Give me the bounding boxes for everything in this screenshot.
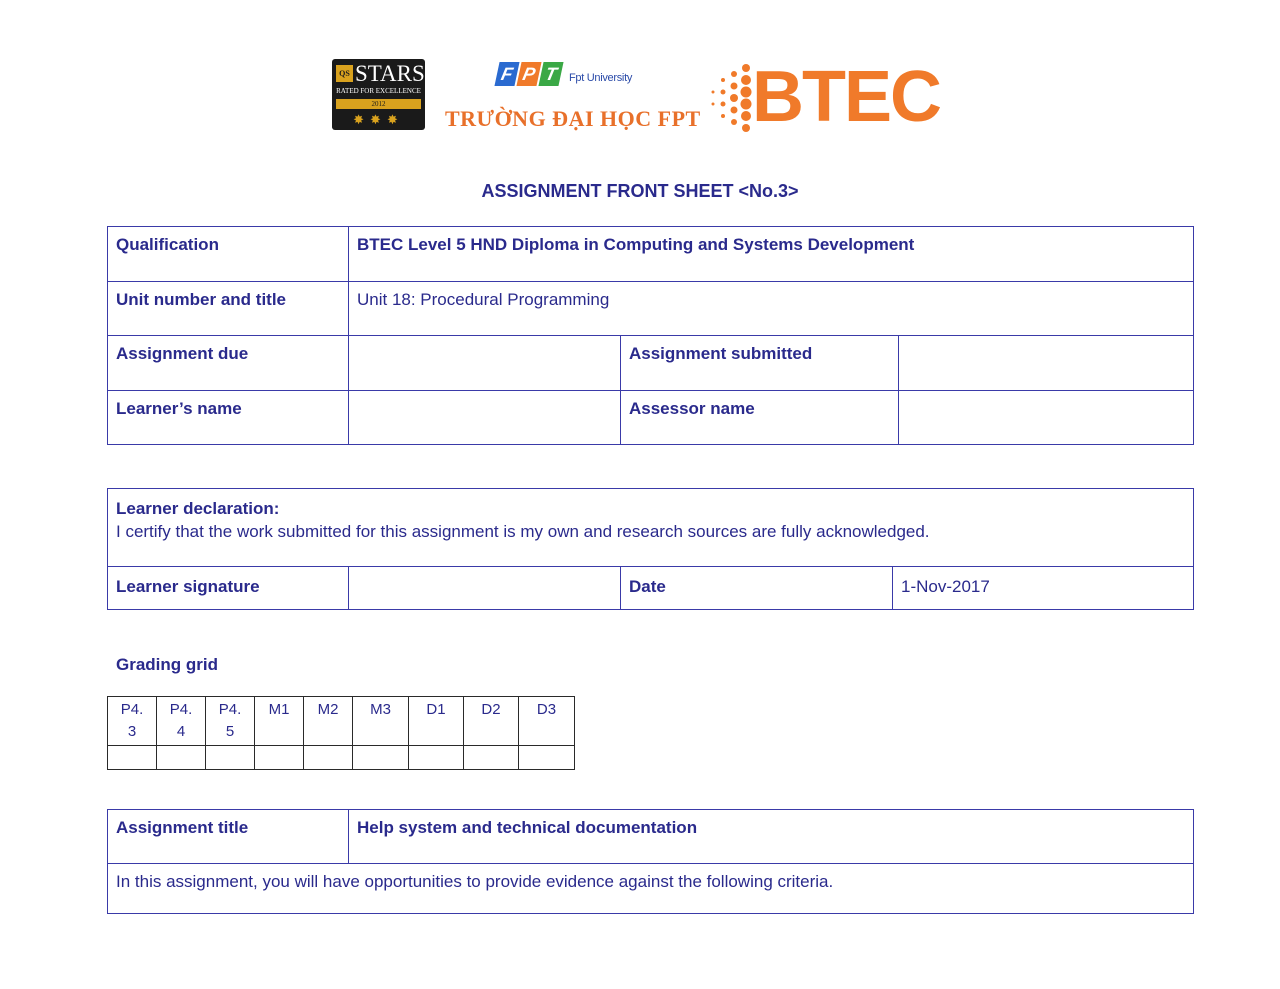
declaration-table: [107, 488, 1194, 610]
assignment-due-label: Assignment due: [108, 336, 349, 391]
learner-name-label: Learner’s name: [108, 390, 349, 445]
grade-header-m1: M1: [255, 697, 304, 746]
grade-cell-p4-4[interactable]: [157, 746, 206, 770]
qs-rated-text: RATED FOR EXCELLENCE: [336, 87, 421, 95]
grading-grid: [107, 696, 575, 770]
date-value[interactable]: 1-Nov-2017: [893, 567, 1194, 610]
assignment-submitted-field[interactable]: [899, 336, 1194, 391]
learner-signature-label: Learner signature: [108, 567, 349, 610]
fpt-letters: [497, 62, 563, 86]
declaration-cell: [108, 489, 1194, 567]
assignment-title-value: Help system and technical documentation: [349, 810, 1194, 864]
learner-signature-field[interactable]: [349, 567, 621, 610]
assignment-title-label: Assignment title: [108, 810, 349, 864]
grading-value-row: [108, 746, 575, 770]
grade-cell-p4-3[interactable]: [108, 746, 157, 770]
grade-cell-d2[interactable]: [464, 746, 519, 770]
qs-year: 2012: [336, 99, 421, 109]
fpt-letter-f: F: [494, 62, 519, 86]
qs-star-icons: ✸✸✸: [353, 112, 404, 127]
grade-cell-m3[interactable]: [353, 746, 409, 770]
grade-header-m2: M2: [304, 697, 353, 746]
qs-badge: QS: [336, 65, 353, 82]
grading-header-row: [108, 697, 575, 746]
grading-grid-label: Grading grid: [116, 655, 218, 674]
assignment-intro: In this assignment, you will have opportunities to provide evidence against the following criteria.: [108, 864, 1194, 914]
declaration-heading: Learner declaration:: [116, 499, 280, 518]
assessor-name-field[interactable]: [899, 390, 1194, 445]
fpt-university-text: Fpt University: [569, 72, 633, 84]
date-label: Date: [621, 567, 893, 610]
grade-cell-p4-5[interactable]: [206, 746, 255, 770]
fpt-letter-p: P: [516, 62, 541, 86]
fpt-university-logo: [445, 58, 701, 138]
page-title: ASSIGNMENT FRONT SHEET <No.3>: [481, 181, 799, 201]
learner-name-field[interactable]: [349, 390, 621, 445]
grade-cell-d3[interactable]: [519, 746, 575, 770]
fpt-letter-t: T: [538, 62, 563, 86]
assignment-info-table: [107, 226, 1194, 445]
grade-header-d3: D3: [519, 697, 575, 746]
grade-cell-m1[interactable]: [255, 746, 304, 770]
grade-header-p4-3: P4. 3: [108, 697, 157, 746]
grade-cell-m2[interactable]: [304, 746, 353, 770]
qs-stars-text: STARS: [355, 61, 425, 86]
qualification-value: BTEC Level 5 HND Diploma in Computing and Systems Development: [349, 227, 1194, 282]
grade-cell-d1[interactable]: [409, 746, 464, 770]
btec-logo: [708, 57, 953, 140]
unit-value: Unit 18: Procedural Programming: [349, 281, 1194, 336]
grade-header-m3: M3: [353, 697, 409, 746]
fpt-name-text: TRƯỜNG ĐẠI HỌC FPT: [445, 106, 701, 131]
grade-header-d1: D1: [409, 697, 464, 746]
assignment-submitted-label: Assignment submitted: [621, 336, 899, 391]
grade-header-p4-5: P4. 5: [206, 697, 255, 746]
assignment-title-table: [107, 809, 1194, 914]
btec-text: BTEC: [752, 57, 940, 137]
assessor-name-label: Assessor name: [621, 390, 899, 445]
qualification-label: Qualification: [108, 227, 349, 282]
btec-dots-icon: [708, 62, 756, 134]
qs-stars-logo: [332, 59, 425, 130]
assignment-due-field[interactable]: [349, 336, 621, 391]
grade-header-d2: D2: [464, 697, 519, 746]
grade-header-p4-4: P4. 4: [157, 697, 206, 746]
declaration-text: I certify that the work submitted for this assignment is my own and research sources are fully acknowledged.: [116, 522, 930, 541]
unit-label: Unit number and title: [108, 281, 349, 336]
